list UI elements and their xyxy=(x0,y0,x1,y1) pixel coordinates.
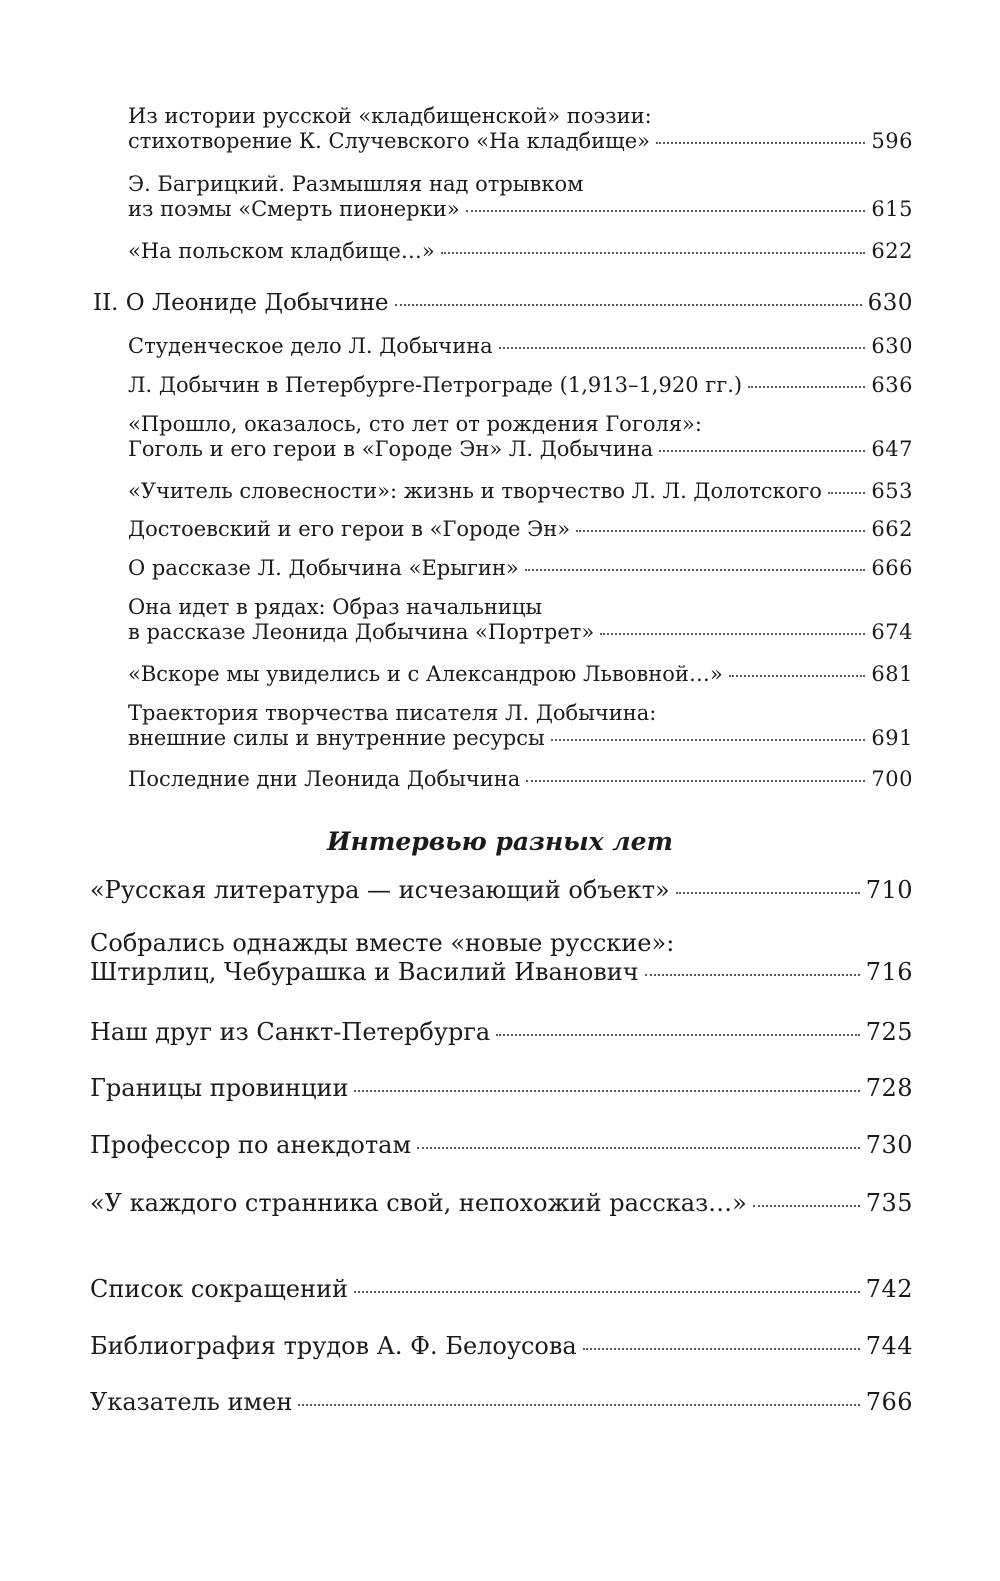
dot-leader xyxy=(395,304,862,306)
entry-title-line: стихотворение К. Случевского «На кладбище» xyxy=(128,129,650,154)
entry-title-line: Последние дни Леонида Добычина xyxy=(128,767,521,791)
dot-leader xyxy=(354,1291,860,1293)
page-number: 766 xyxy=(865,1388,913,1416)
entry-title-line: в рассказе Леонида Добычина «Портрет» xyxy=(128,620,595,645)
dot-leader xyxy=(676,892,860,894)
entry-title-line: Гоголь и его герои в «Городе Эн» Л. Добычина xyxy=(128,437,654,462)
dot-leader xyxy=(499,347,866,349)
dot-leader xyxy=(526,780,865,782)
entry-title-line: О рассказе Л. Добычина «Ерыгин» xyxy=(128,556,519,580)
page-number: 666 xyxy=(871,556,913,580)
page-number: 653 xyxy=(871,479,913,503)
entry-title-line: Л. Добычин в Петербурге-Петрограде (1,913–1,920 гг.) xyxy=(128,373,743,397)
entry-title-line: внешние силы и внутренние ресурсы xyxy=(128,726,545,751)
page-number: 716 xyxy=(865,957,913,986)
toc-entry xyxy=(90,876,913,905)
dot-leader xyxy=(748,386,865,388)
dot-leader xyxy=(656,142,865,144)
toc-entry xyxy=(128,172,913,222)
section-title: II. О Леониде Добычине xyxy=(93,290,389,316)
dot-leader xyxy=(583,1348,860,1350)
entry-title-line: Собрались однажды вместе «новые русские»: xyxy=(90,929,675,957)
page-number: 662 xyxy=(871,517,913,541)
toc-entry xyxy=(90,1074,913,1103)
entry-title-line: Профессор по анекдотам xyxy=(90,1131,412,1159)
entry-title-line: «Русская литература — исчезающий объект» xyxy=(90,876,670,904)
interviews-heading: Интервью разных лет xyxy=(327,827,673,856)
toc-entry xyxy=(128,517,913,542)
section-entry xyxy=(93,290,913,318)
dot-leader xyxy=(828,492,865,494)
dot-leader xyxy=(417,1147,860,1149)
toc-entry xyxy=(128,412,913,462)
entry-title-line: Список сокращений xyxy=(90,1275,348,1303)
dot-leader xyxy=(298,1404,859,1406)
page-number: 735 xyxy=(865,1189,913,1217)
toc-entry xyxy=(90,1388,913,1417)
toc-entry xyxy=(128,334,913,359)
page-number: 622 xyxy=(871,239,913,263)
page-number: 615 xyxy=(871,197,913,222)
page-number: 691 xyxy=(871,726,913,751)
entry-title-line: Траектория творчества писателя Л. Добычина: xyxy=(128,701,657,725)
entry-title-line: из поэмы «Смерть пионерки» xyxy=(128,197,460,222)
entry-title-line: Наш друг из Санкт-Петербурга xyxy=(90,1018,491,1046)
dot-leader xyxy=(441,252,866,254)
toc-entry xyxy=(90,1332,913,1361)
dot-leader xyxy=(466,210,866,212)
toc-entry xyxy=(128,239,913,264)
entry-title-line: Штирлиц, Чебурашка и Василий Иванович xyxy=(90,957,639,986)
entry-title-line: «Учитель словесности»: жизнь и творчество Л. Л. Долотского xyxy=(128,479,822,503)
page-number: 647 xyxy=(871,437,913,462)
entry-title-line: Границы провинции xyxy=(90,1074,349,1102)
toc-entry xyxy=(90,1131,913,1160)
entry-title-line: Из истории русской «кладбищенской» поэзии: xyxy=(128,104,652,128)
toc-entry xyxy=(128,373,913,398)
page-number: 728 xyxy=(865,1074,913,1102)
page-number: 742 xyxy=(865,1275,913,1303)
toc-entry xyxy=(128,595,913,645)
page-number: 710 xyxy=(865,876,913,904)
toc-entry xyxy=(128,662,913,687)
page-number: 674 xyxy=(871,620,913,645)
entry-title-line: Э. Багрицкий. Размышляя над отрывком xyxy=(128,172,584,196)
page-number: 681 xyxy=(871,662,913,686)
toc-entry xyxy=(90,929,913,987)
entry-title-line: «Вскоре мы увиделись и с Александрою Львовной…» xyxy=(128,662,723,686)
dot-leader xyxy=(600,633,865,635)
page-number: 700 xyxy=(871,767,913,791)
page-number: 630 xyxy=(871,334,913,358)
dot-leader xyxy=(496,1034,859,1036)
toc-entry xyxy=(90,1018,913,1047)
entry-title-line: «Прошло, оказалось, сто лет от рождения Гоголя»: xyxy=(128,412,702,436)
toc-entry xyxy=(90,1275,913,1304)
dot-leader xyxy=(551,739,866,741)
toc-entry xyxy=(128,104,913,154)
toc-entry xyxy=(90,1189,913,1218)
toc-entry xyxy=(128,767,913,792)
entry-title-line: Студенческое дело Л. Добычина xyxy=(128,334,493,358)
dot-leader xyxy=(576,530,865,532)
dot-leader xyxy=(525,569,866,571)
toc-entry xyxy=(128,556,913,581)
toc-entry xyxy=(128,701,913,751)
entry-title-line: Она идет в рядах: Образ начальницы xyxy=(128,595,543,619)
toc-entry xyxy=(128,479,913,504)
dot-leader xyxy=(354,1090,859,1092)
dot-leader xyxy=(659,450,865,452)
page-number: 725 xyxy=(865,1018,913,1046)
dot-leader xyxy=(645,974,860,976)
page-number: 596 xyxy=(871,129,913,154)
page-number: 630 xyxy=(867,290,913,316)
dot-leader xyxy=(729,675,866,677)
entry-title-line: Библиография трудов А. Ф. Белоусова xyxy=(90,1332,577,1360)
entry-title-line: Достоевский и его герои в «Городе Эн» xyxy=(128,517,571,541)
entry-title-line: «У каждого странника свой, непохожий рассказ…» xyxy=(90,1189,747,1217)
page-number: 744 xyxy=(865,1332,913,1360)
entry-title-line: «На польском кладбище…» xyxy=(128,239,435,263)
page-number: 730 xyxy=(865,1131,913,1159)
dot-leader xyxy=(753,1205,860,1207)
page-number: 636 xyxy=(871,373,913,397)
entry-title-line: Указатель имен xyxy=(90,1388,293,1416)
